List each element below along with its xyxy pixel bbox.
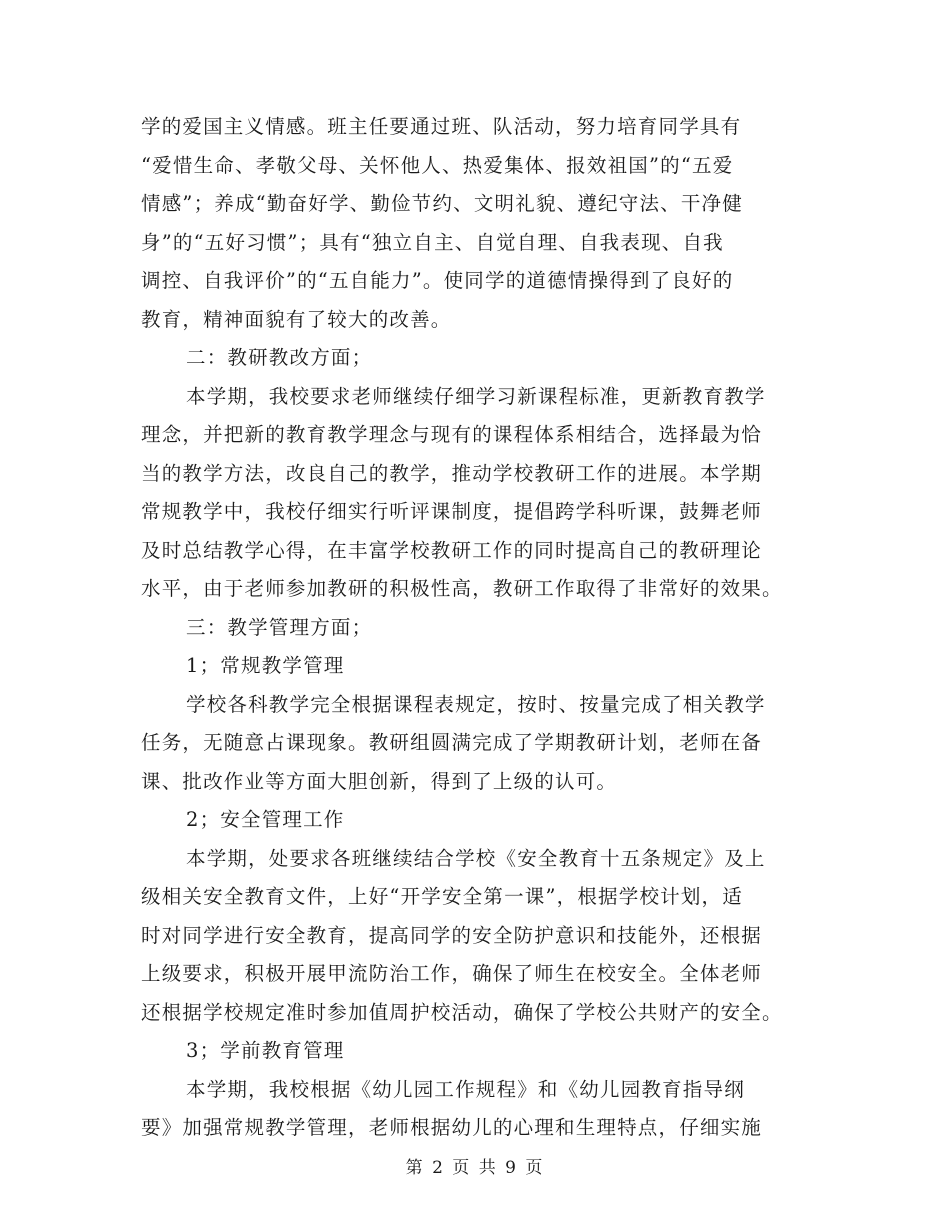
text-line: 当的教学方法，改良自己的教学，推动学校教研工作的进展。本学期 [141,461,763,485]
text-line: 教育，精神面貌有了较大的改善。 [141,307,452,331]
text-line: 水平，由于老师参加教研的积极性高，教研工作取得了非常好的效果。 [141,577,783,600]
text-line: 三：教学管理方面； [186,615,373,639]
text-line: 时对同学进行安全教育，提高同学的安全防护意识和技能外，还根据 [141,923,763,947]
text-line: 本学期，我校根据《幼儿园工作规程》和《幼儿园教育指导纲 [186,1077,745,1101]
text-line: 本学期，处要求各班继续结合学校《安全教育十五条规定》及上 [186,846,766,870]
text-line: 级相关安全教育文件，上好“开学安全第一课”，根据学校计划，适 [141,885,743,908]
text-line: 学校各科教学完全根据课程表规定，按时、按量完成了相关教学 [186,692,766,716]
text-line: 调控、自我评价”的“五自能力”。使同学的道德情操得到了良好的 [141,269,734,292]
text-line: 课、批改作业等方面大胆创新，得到了上级的认可。 [141,769,618,793]
text-line: 及时总结教学心得，在丰富学校教研工作的同时提高自己的教研理论 [141,538,763,562]
text-line: 3；学前教育管理 [186,1039,345,1062]
text-line: 要》加强常规教学管理，老师根据幼儿的心理和生理特点，仔细实施 [141,1116,763,1139]
text-line: 常规教学中，我校仔细实行听评课制度，提倡跨学科听课，鼓舞老师 [141,500,763,523]
text-line: 2；安全管理工作 [186,808,345,831]
page-footer: 第 2 页 共 9 页 [405,1158,545,1178]
document-body [141,108,806,1148]
text-line: 本学期，我校要求老师继续仔细学习新课程标准，更新教育教学 [186,384,766,408]
text-line: 1；常规教学管理 [186,654,345,677]
text-line: 身”的“五好习惯”；具有“独立自主、自觉自理、自我表现、自我 [141,230,724,254]
text-line: 情感”；养成“勤奋好学、勤俭节约、文明礼貌、遵纪守法、干净健 [141,192,743,215]
text-line: 上级要求，积极开展甲流防治工作，确保了师生在校安全。全体老师 [141,962,763,985]
text-line: 任务，无随意占课现象。教研组圆满完成了学期教研计划，老师在备 [141,731,763,754]
text-line: “爱惜生命、孝敬父母、关怀他人、热爱集体、报效祖国”的“五爱 [141,153,734,177]
text-line: 学的爱国主义情感。班主任要通过班、队活动，努力培育同学具有 [141,115,742,138]
text-line: 理念，并把新的教育教学理念与现有的课程体系相结合，选择最为恰 [141,423,763,446]
text-line: 还根据学校规定准时参加值周护校活动，确保了学校公共财产的安全。 [141,1000,783,1024]
text-line: 二：教研教改方面； [186,346,373,369]
